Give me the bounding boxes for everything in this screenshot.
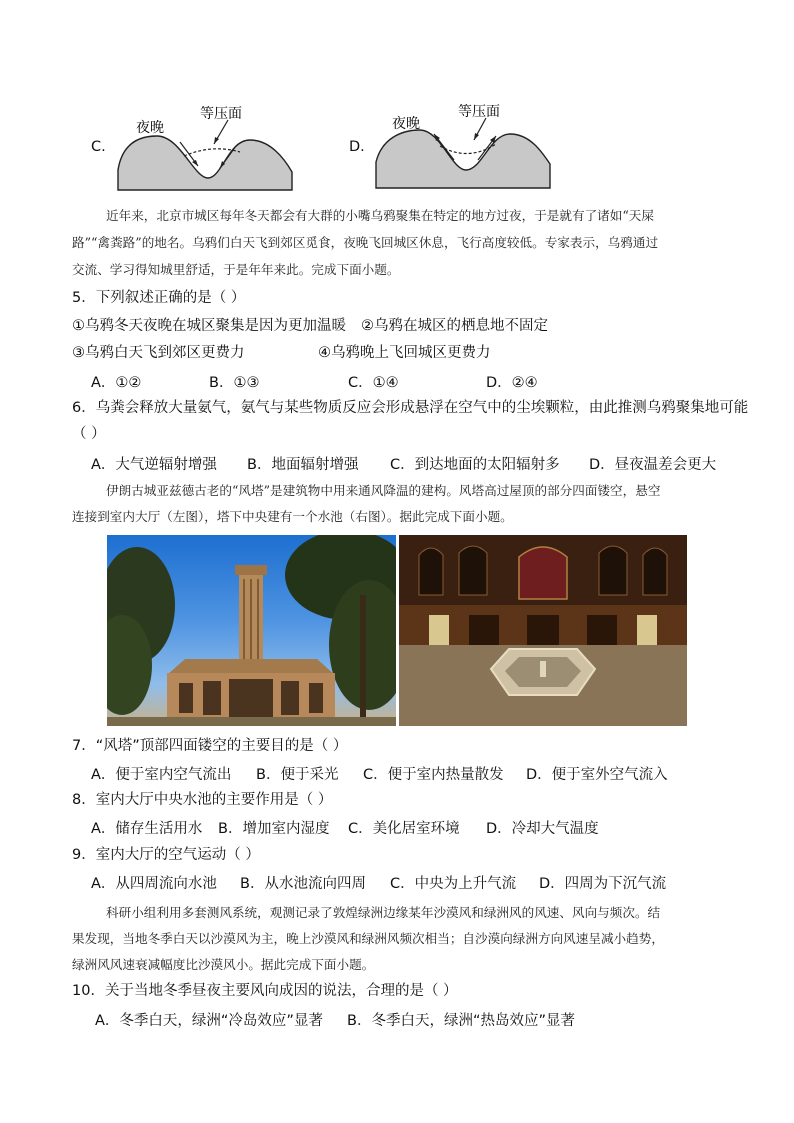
oasis-intro-line-3: 绿洲风风速衰减幅度比沙漠风小。据此完成下面小题。 <box>72 957 375 972</box>
figure-c-isobar-diagram <box>112 100 296 194</box>
q9-option-a[interactable]: A．从四周流向水池 <box>91 876 217 892</box>
q5-option-a[interactable]: A．①② <box>91 375 142 391</box>
q8-option-a[interactable]: A．储存生活用水 <box>91 821 203 837</box>
q6-stem-line-2: （ ） <box>72 426 106 442</box>
q7-option-b[interactable]: B．便于采光 <box>256 767 339 783</box>
figure-d-isobar-label: 等压面 <box>458 104 500 120</box>
q9-option-d[interactable]: D．四周为下沉气流 <box>539 876 667 892</box>
figure-c-isobar-label: 等压面 <box>200 106 242 122</box>
figure-d-isobar-diagram <box>370 96 554 192</box>
q5-option-d[interactable]: D．②④ <box>486 375 538 391</box>
wind-tower-interior-photo <box>399 535 687 726</box>
q6-option-b[interactable]: B．地面辐射增强 <box>247 457 359 473</box>
q9-stem: 9．室内大厅的空气运动（ ） <box>72 847 260 863</box>
figure-c-night-label: 夜晚 <box>136 120 164 136</box>
q6-option-d[interactable]: D．昼夜温差会更大 <box>589 457 717 473</box>
windtower-intro-line-1: 伊朗古城亚兹德古老的“风塔”是建筑物中用来通风降温的建构。风塔高过屋顶的部分四面镂空，悬空 <box>106 483 661 498</box>
q5-option-c[interactable]: C．①④ <box>348 375 399 391</box>
q5-statement-1: ①乌鸦冬天夜晚在城区聚集是因为更加温暖 <box>72 318 346 334</box>
q9-option-c[interactable]: C．中央为上升气流 <box>390 876 517 892</box>
figure-d-night-label: 夜晚 <box>392 116 420 132</box>
q5-option-b[interactable]: B．①③ <box>209 375 260 391</box>
q10-option-b[interactable]: B．冬季白天，绿洲“热岛效应”显著 <box>347 1013 575 1029</box>
wind-tower-exterior-photo <box>107 535 396 726</box>
crow-intro-line-3: 交流、学习得知城里舒适，于是年年来此。完成下面小题。 <box>72 262 400 277</box>
q5-statement-3: ③乌鸦白天飞到郊区更费力 <box>72 345 245 361</box>
q7-option-d[interactable]: D．便于室外空气流入 <box>526 767 668 783</box>
q8-option-d[interactable]: D．冷却大气温度 <box>486 821 599 837</box>
q7-option-a[interactable]: A．便于室内空气流出 <box>91 767 232 783</box>
q8-option-b[interactable]: B．增加室内湿度 <box>218 821 330 837</box>
option-d-letter: D. <box>349 139 365 155</box>
q10-option-a[interactable]: A．冬季白天，绿洲“冷岛效应”显著 <box>95 1013 323 1029</box>
q8-option-c[interactable]: C．美化居室环境 <box>348 821 460 837</box>
figure-c-mountain-valley <box>118 136 292 190</box>
q8-stem: 8．室内大厅中央水池的主要作用是（ ） <box>72 792 333 808</box>
q6-stem-line-1: 6．乌粪会释放大量氨气，氨气与某些物质反应会形成悬浮在空气中的尘埃颗粒，由此推测乌鸦聚集地可能 <box>72 400 749 416</box>
q5-stem: 5．下列叙述正确的是（ ） <box>72 290 246 306</box>
q6-option-c[interactable]: C．到达地面的太阳辐射多 <box>390 457 560 473</box>
windtower-intro-line-2: 连接到室内大厅（左图），塔下中央建有一个水池（右图）。据此完成下面小题。 <box>72 509 513 524</box>
q5-statement-4: ④乌鸦晚上飞回城区更费力 <box>318 345 491 361</box>
oasis-intro-line-2: 果发现，当地冬季白天以沙漠风为主，晚上沙漠风和绿洲风频次相当；自沙漠向绿洲方向风速呈减小趋势， <box>72 931 664 946</box>
q7-option-c[interactable]: C．便于室内热量散发 <box>363 767 504 783</box>
crow-intro-line-1: 近年来，北京市城区每年冬天都会有大群的小嘴乌鸦聚集在特定的地方过夜，于是就有了诸如“天屎 <box>106 208 654 223</box>
figure-d-mountain-valley <box>376 130 550 188</box>
q6-option-a[interactable]: A．大气逆辐射增强 <box>91 457 217 473</box>
q5-statement-2: ②乌鸦在城区的栖息地不固定 <box>361 318 548 334</box>
q7-stem: 7．“风塔”顶部四面镂空的主要目的是（ ） <box>72 738 348 754</box>
option-c-letter: C. <box>91 139 106 155</box>
crow-intro-line-2: 路”“禽粪路”的地名。乌鸦们白天飞到郊区觅食，夜晚飞回城区休息，飞行高度较低。专家表示，乌鸦通过 <box>72 235 659 250</box>
q9-option-b[interactable]: B．从水池流向四周 <box>240 876 366 892</box>
oasis-intro-line-1: 科研小组利用多套测风系统，观测记录了敦煌绿洲边缘某年沙漠风和绿洲风的风速、风向与频次。结 <box>106 905 661 920</box>
q10-stem: 10．关于当地冬季昼夜主要风向成因的说法，合理的是（ ） <box>72 983 458 999</box>
